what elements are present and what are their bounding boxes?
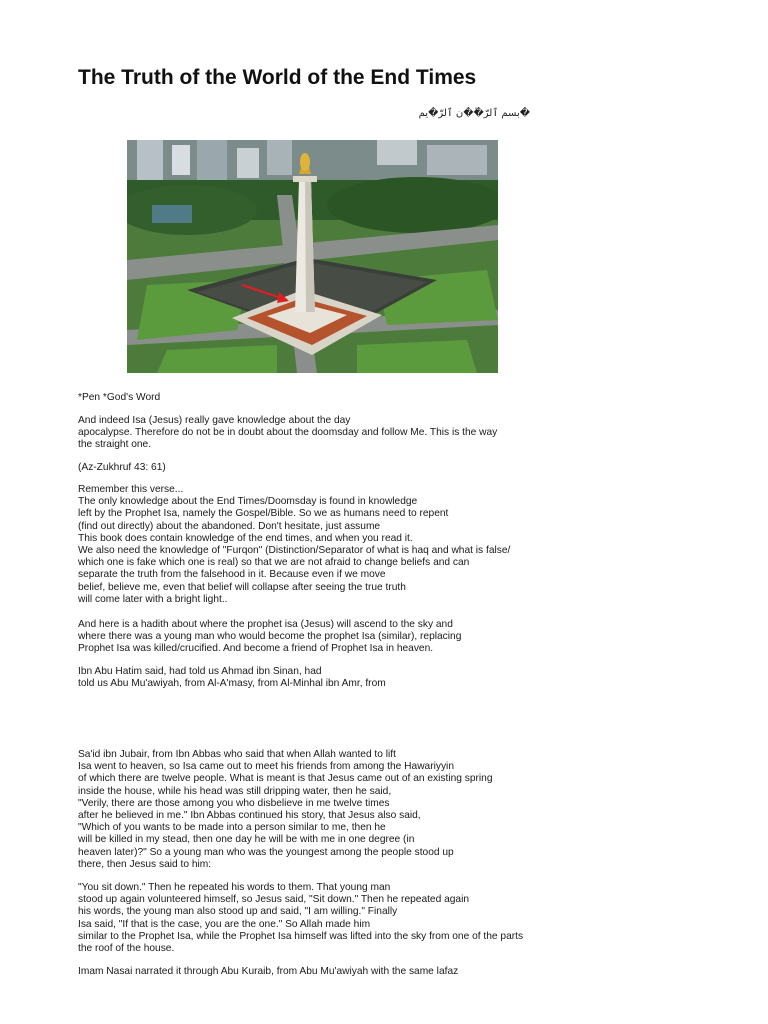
text-line: (Az-Zukhruf 43: 61) [78,462,166,473]
pen-gods-word-line [78,392,160,404]
text-line: his words, the young man also stood up and said, "I am willing." Finally [78,906,398,918]
verse-reference [78,462,166,474]
text-line: belief, believe me, even that belief will collapse after seeing the true truth [78,581,406,593]
text-line: there, then Jesus said to him: [78,858,212,870]
text-line: Isa went to heaven, so Isa came out to meet his friends from among the Hawariyyin [78,761,454,773]
page-title: The Truth of the World of the End Times [78,66,477,89]
text-line: *Pen *God's Word [78,392,161,403]
monument-photo [127,140,498,373]
paragraph-isa-knowledge [78,415,497,452]
text-line: where there was a young man who would become the prophet Isa (similar), replacing [78,631,462,643]
text-line: Isa said, "If that is the case, you are the one." So Allah made him [78,918,371,930]
text-line: Imam Nasai narrated it through Abu Kuraib, from Abu Mu'awiyah with the same lafaz [78,966,459,977]
text-line: (find out directly) about the abandoned. Don't hesitate, just assume [78,520,381,532]
text-line: apocalypse. Therefore do not be in doubt about the doomsday and follow Me. This is the way [78,427,498,439]
paragraph-nasai-note [78,966,458,978]
paragraph-remember-verse [78,484,510,606]
text-line: "Which of you wants to be made into a person similar to me, then he [78,822,386,834]
text-line: which one is fake which one is real) so that we are not afraid to change beliefs and can [78,557,470,569]
text-line: The only knowledge about the End Times/Doomsday is found in knowledge [78,496,418,508]
text-line: heaven later)?" So a young man who was the youngest among the people stood up [78,846,454,858]
text-line: left by the Prophet Isa, namely the Gospel/Bible. So we as humans need to repent [78,508,449,520]
text-line: the roof of the house. [78,943,175,955]
text-line: will come later with a bright light.. [78,593,228,605]
paragraph-isnad [78,666,386,690]
text-line: Ibn Abu Hatim said, had told us Ahmad ibn Sinan, had [78,666,322,677]
text-line: And indeed Isa (Jesus) really gave knowledge about the day [78,415,351,426]
text-line: We also need the knowledge of "Furqon" (Distinction/Separator of what is haq and what is false/ [78,545,511,557]
text-line: Sa'id ibn Jubair, from Ibn Abbas who said that when Allah wanted to lift [78,749,396,760]
text-line: "Verily, there are those among you who disbelieve in me twelve times [78,797,390,809]
paragraph-hadith-story [78,749,493,871]
monument-aerial-image [127,140,498,373]
text-line: similar to the Prophet Isa, while the Prophet Isa himself was lifted into the sky from one of the parts [78,930,524,942]
text-line: This book does contain knowledge of the end times, and when you read it. [78,532,413,544]
text-line: of which there are twelve people. What is meant is that Jesus came out of an existing spring [78,773,493,785]
text-line: told us Abu Mu'awiyah, from Al-A'masy, from Al-Minhal ibn Amr, from [78,678,386,690]
text-line: after he believed in me." Ibn Abbas continued his story, that Jesus also said, [78,810,421,822]
text-line: Prophet Isa was killed/crucified. And become a friend of Prophet Isa in heaven. [78,643,434,655]
text-line: inside the house, while his head was still dripping water, then he said, [78,785,392,797]
text-line: And here is a hadith about where the prophet isa (Jesus) will ascend to the sky and [78,619,453,630]
paragraph-hadith-intro [78,619,461,656]
text-line: "You sit down." Then he repeated his words to them. That young man [78,882,391,893]
text-line: Remember this verse... [78,484,184,495]
arabic-invocation: �بسم ٱلرّ�ٰ�ن ٱلرّ�يم [418,108,530,119]
text-line: separate the truth from the falsehood in it. Because even if we move [78,569,386,581]
paragraph-young-man [78,882,523,955]
text-line: the straight one. [78,439,152,451]
text-line: stood up again volunteered himself, so Jesus said, "Sit down." Then he repeated again [78,894,470,906]
text-line: will be killed in my stead, then one day he will be with me in one degree (in [78,834,415,846]
